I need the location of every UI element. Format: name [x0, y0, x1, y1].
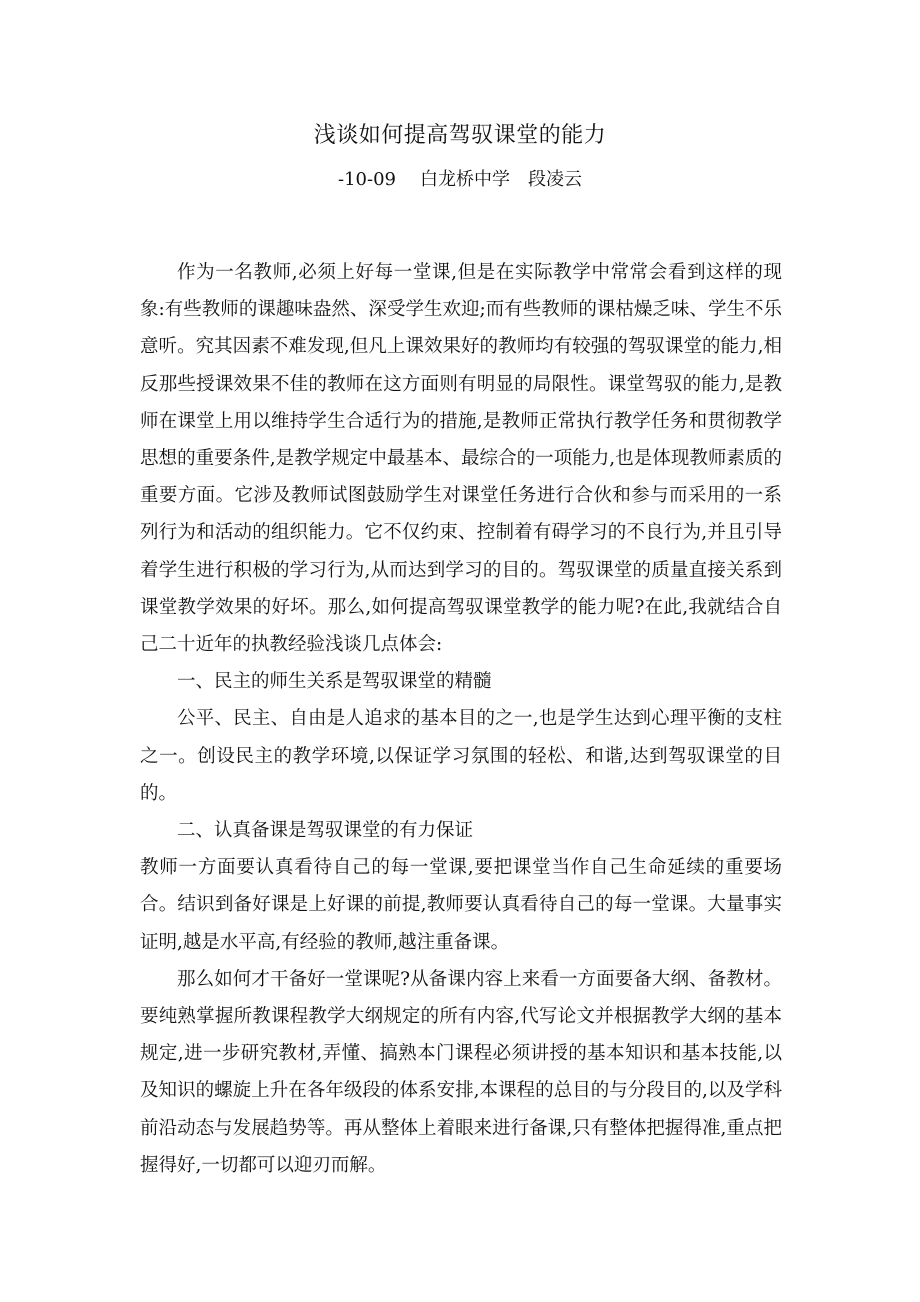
paragraph-section-2b: 那么如何才干备好一堂课呢?从备课内容上来看一方面要备大纲、备教材。要纯熟掌握所教课程教学大纲规定的所有内容,代写论文并根据教学大纲的基本规定,进一步研究教材,弄懂、搞熟本门课程必须讲授的基本知识和基本技能,以及知识的螺旋上升在各年级段的体系安排,本课程的总目的与分段目的,以及学科前沿动态与发展趋势等。再从整体上着眼来进行备课,只有整体把握得准,重点把握得好,一切都可以迎刃而解。 — [140, 968, 782, 1176]
paragraph-section-2a: 教师一方面要认真看待自己的每一堂课,要把课堂当作自己生命延续的重要场合。结识到备好课是上好课的前提,教师要认真看待自己的每一堂课。大量事实证明,越是水平高,有经验的教师,越注重备课。 — [140, 857, 782, 953]
paragraph-section-1: 公平、民主、自由是人追求的基本目的之一,也是学生达到心理平衡的支柱之一。创设民主的教学环境,以保证学习氛围的轻松、和谐,达到驾驭课堂的目的。 — [140, 708, 782, 804]
section-heading-2: 二、认真备课是驾驭课堂的有力保证 — [177, 820, 474, 842]
byline — [0, 163, 920, 197]
byline-school: 白龙桥中学 — [419, 169, 510, 190]
document-title: 浅谈如何提高驾驭课堂的能力 — [313, 123, 607, 148]
byline-date: -10-09 — [338, 169, 396, 190]
section-heading-1: 一、民主的师生关系是驾驭课堂的精髓 — [177, 671, 492, 693]
byline-author: 段凌云 — [527, 169, 582, 190]
document-body — [140, 254, 782, 1184]
paragraph-intro: 作为一名教师,必须上好每一堂课,但是在实际教学中常常会看到这样的现象:有些教师的课趣味盎然、深受学生欢迎;而有些教师的课枯燥乏味、学生不乐意听。究其因素不难发现,但凡上课效果好的教师均有较强的驾驭课堂的能力,相反那些授课效果不佳的教师在这方面则有明显的局限性。课堂驾驭的能力,是教师在课堂上用以维持学生合适行为的措施,是教师正常执行教学任务和贯彻教学思想的重要条件,是教学规定中最基本、最综合的一项能力,也是体现教师素质的重要方面。它涉及教师试图鼓励学生对课堂任务进行合伙和参与而采用的一系列行为和活动的组织能力。它不仅约束、控制着有碍学习的不良行为,并且引导着学生进行积极的学习行为,从而达到学习的目的。驾驭课堂的质量直接关系到课堂教学效果的好坏。那么,如何提高驾驭课堂教学的能力呢?在此,我就结合自己二十近年的执教经验浅谈几点体会: — [140, 262, 782, 656]
